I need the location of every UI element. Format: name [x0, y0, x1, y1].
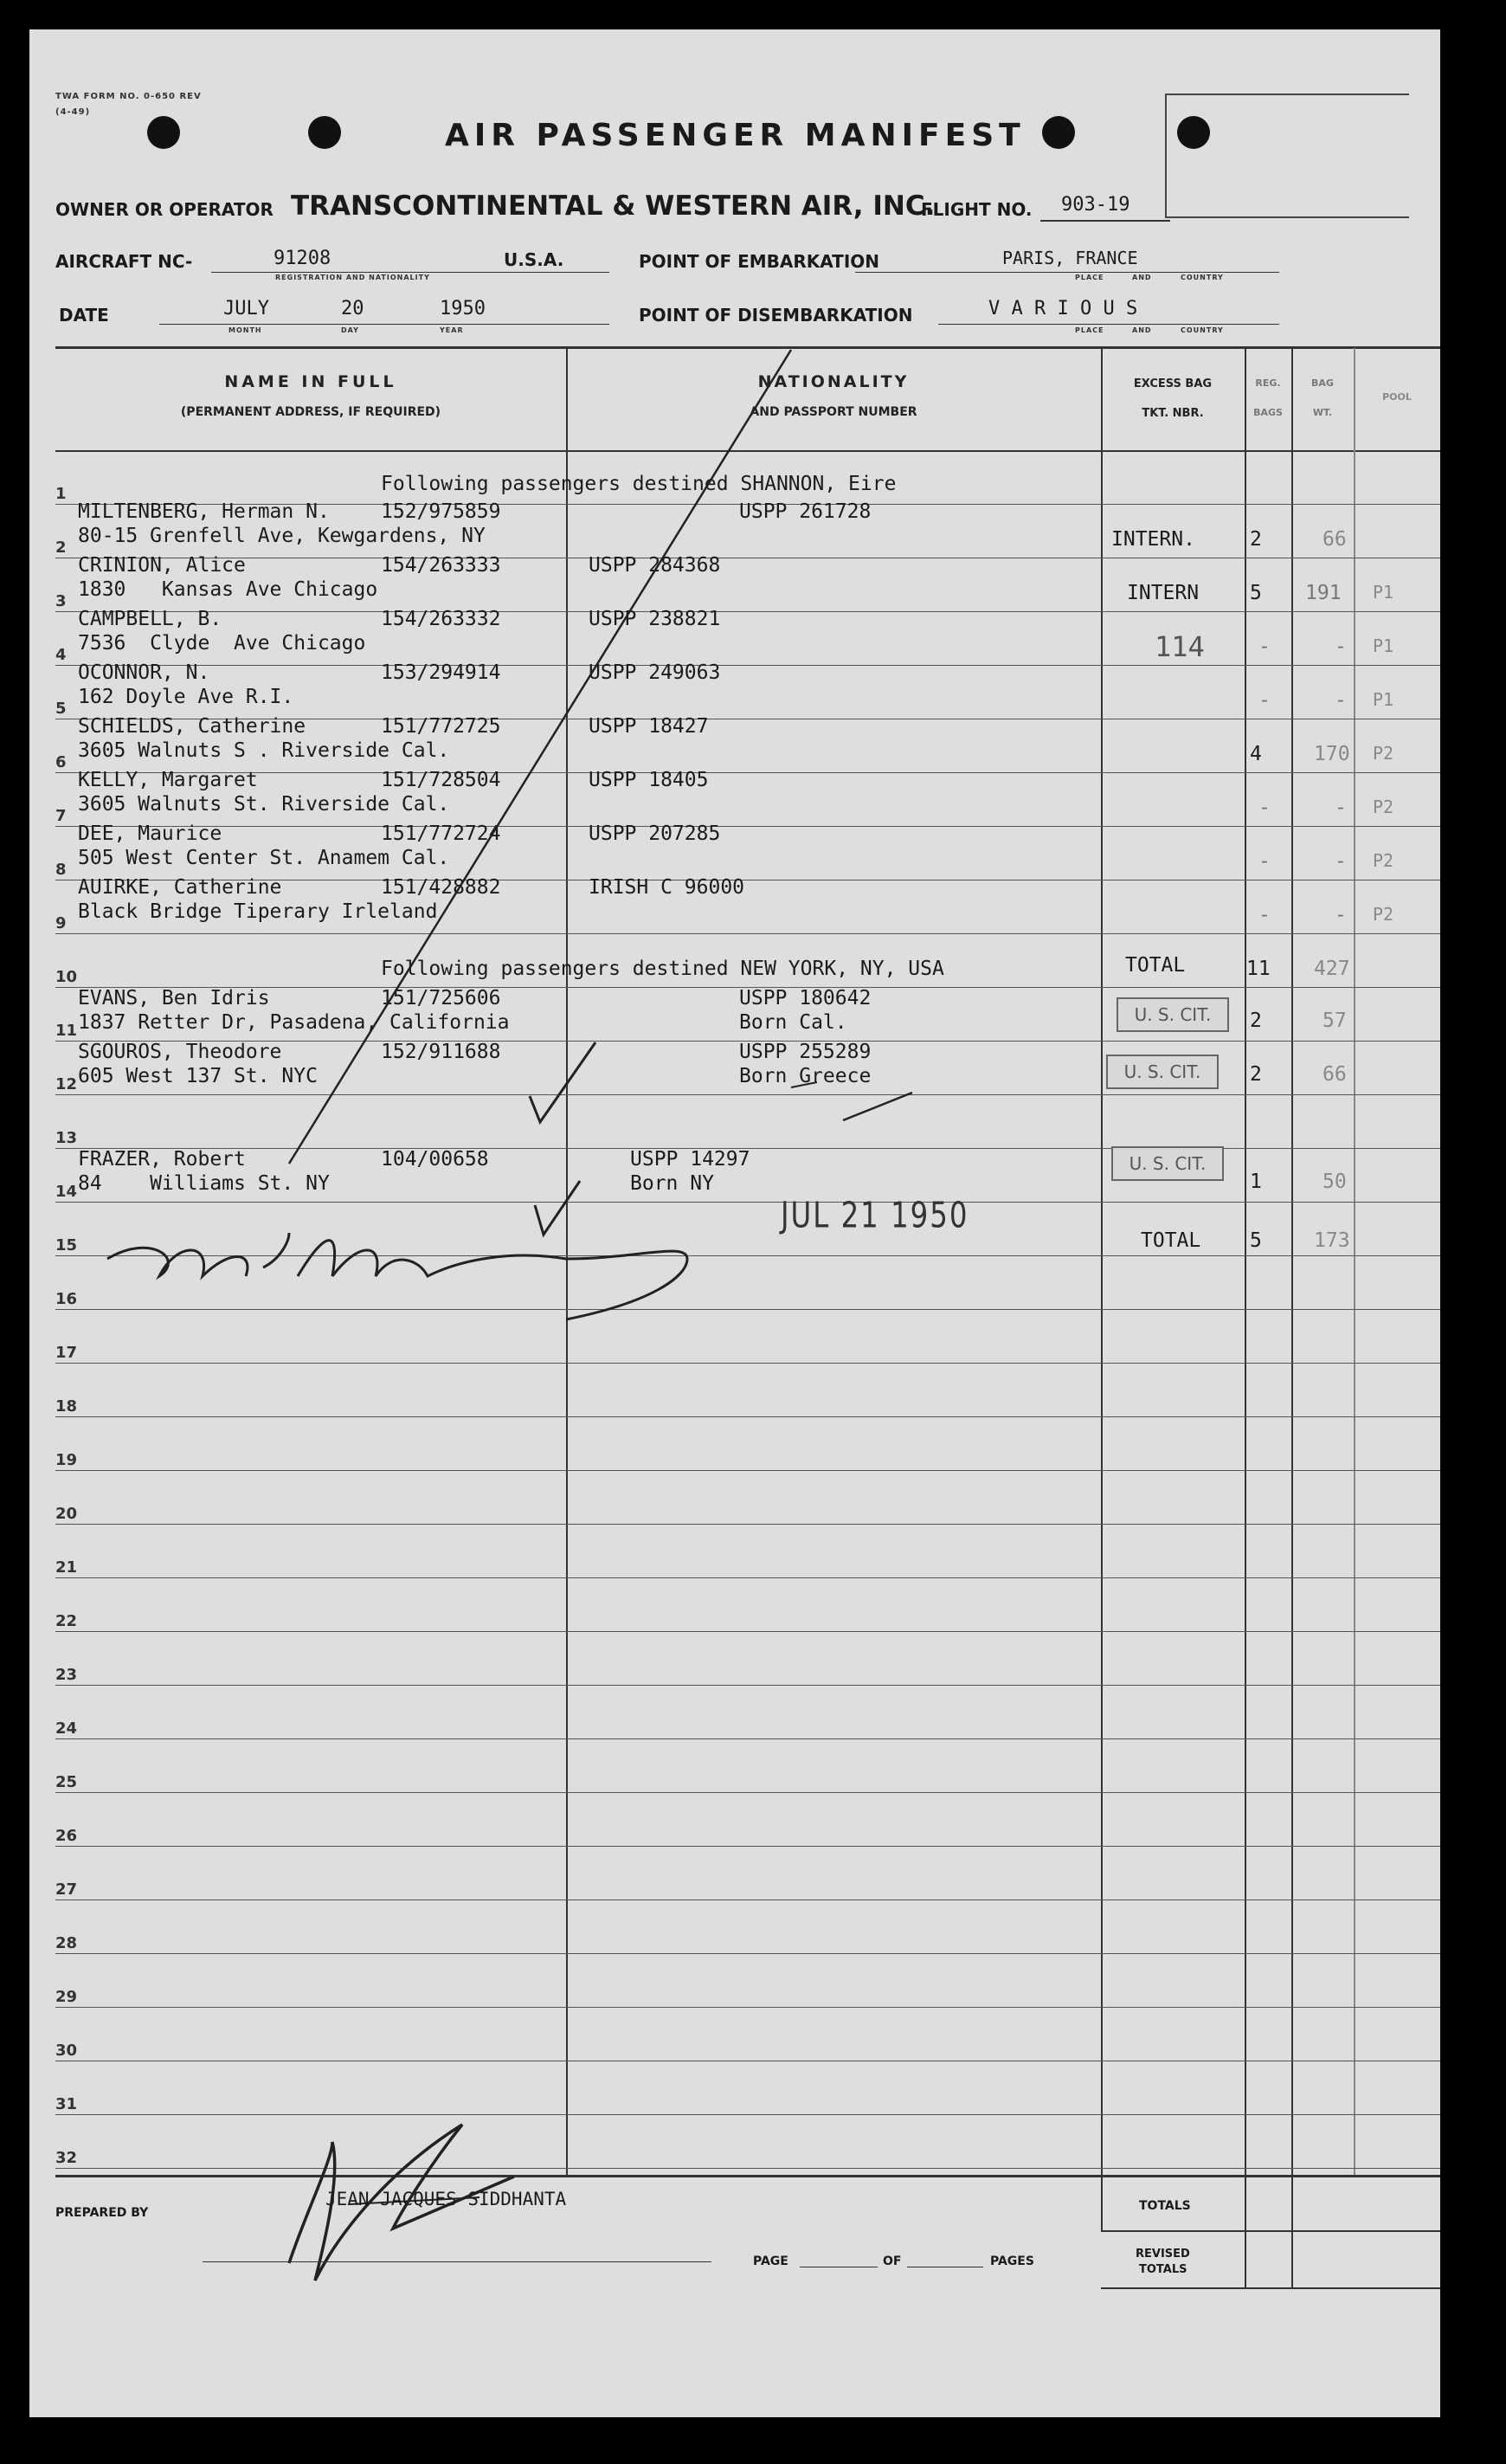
form-number: TWA FORM NO. 0-650 REV [55, 92, 202, 101]
row-number: 32 [55, 2149, 78, 2167]
row-number: 10 [55, 968, 78, 986]
p3-reg: 5 [1250, 582, 1262, 604]
aircraft-label: AIRCRAFT NC- [55, 251, 193, 272]
disembarkation-sub-country: COUNTRY [1181, 326, 1224, 334]
row-number: 19 [55, 1451, 78, 1469]
disembarkation-label: POINT OF DISEMBARKATION [639, 305, 913, 326]
total1-reg: 11 [1246, 958, 1271, 980]
p3-name: CRINION, Alice [78, 554, 246, 577]
p4-pool: P1 [1373, 635, 1394, 656]
header-reg: REG. [1255, 377, 1281, 389]
row-number: 29 [55, 1988, 78, 2006]
p3-pool: P1 [1373, 582, 1394, 603]
p7-name: KELLY, Margaret [78, 769, 258, 791]
owner-value: TRANSCONTINENTAL & WESTERN AIR, INC. [291, 190, 936, 222]
p9-passport: IRISH C 96000 [589, 876, 745, 899]
row-number: 14 [55, 1183, 78, 1201]
p11-ticket: 151/725606 [381, 987, 501, 1009]
p6-pool: P2 [1373, 743, 1394, 764]
form-date: (4-49) [55, 107, 91, 117]
row-number: 1 [55, 485, 67, 503]
p2-name: MILTENBERG, Herman N. [78, 500, 330, 523]
p14-ticket: 104/00658 [381, 1148, 489, 1171]
p2-ticket: 152/975859 [381, 500, 501, 523]
newyork-note: Following passengers destined NEW YORK, NY, USA [381, 958, 944, 980]
p4-ticket: 154/263332 [381, 608, 501, 630]
p6-reg: 4 [1250, 743, 1262, 765]
diagonal-cancel-line [289, 350, 791, 1164]
p8-name: DEE, Maurice [78, 822, 222, 845]
p11-born: Born Cal. [739, 1011, 847, 1034]
p9-name: AUIRKE, Catherine [78, 876, 282, 899]
prepared-by-value: JEAN JACQUES SIDDHANTA [325, 2189, 567, 2209]
prepared-by-underline [203, 2261, 711, 2262]
date-received-stamp: JUL 21 1950 [781, 1195, 969, 1237]
p14-wt: 50 [1323, 1171, 1347, 1193]
row-number: 4 [55, 646, 67, 664]
row-number: 2 [55, 539, 67, 557]
totals-bottom [1101, 2287, 1440, 2289]
p2-address: 80-15 Grenfell Ave, Kewgardens, NY [78, 525, 486, 547]
row-number: 8 [55, 861, 67, 879]
p12-reg: 2 [1250, 1063, 1262, 1086]
p3-ticket: 154/263333 [381, 554, 501, 577]
p6-address: 3605 Walnuts S . Riverside Cal. [78, 739, 450, 762]
p3-bag: INTERN [1127, 582, 1200, 604]
date-sub-year: YEAR [440, 326, 464, 334]
p11-name: EVANS, Ben Idris [78, 987, 270, 1009]
p2-reg: 2 [1250, 528, 1262, 551]
owner-label: OWNER OR OPERATOR [55, 199, 274, 220]
total2-wt: 173 [1314, 1229, 1350, 1252]
row-number: 3 [55, 592, 67, 610]
row-number: 5 [55, 700, 67, 718]
p3-address: 1830 Kansas Ave Chicago [78, 578, 378, 601]
disembarkation-sub-and: AND [1132, 326, 1152, 334]
header-wt-sub: WT. [1312, 407, 1333, 418]
header-nationality: NATIONALITY [757, 372, 910, 391]
p11-citizen-stamp: U. S. CIT. [1117, 997, 1229, 1032]
p12-wt: 66 [1323, 1063, 1347, 1086]
manifest-page [29, 29, 1440, 2417]
p5-pool: P1 [1373, 689, 1394, 710]
pages-label: PAGES [990, 2254, 1034, 2268]
p5-address: 162 Doyle Ave R.I. [78, 686, 294, 708]
p7-reg: - [1258, 797, 1271, 819]
p14-passport: USPP 14297 [630, 1148, 750, 1171]
aircraft-sublabel: REGISTRATION AND NATIONALITY [275, 274, 430, 281]
p12-passport: USPP 255289 [739, 1041, 872, 1063]
row-number: 20 [55, 1505, 78, 1523]
p9-wt: - [1335, 904, 1347, 926]
p8-reg: - [1258, 850, 1271, 873]
total2-label: TOTAL [1141, 1229, 1201, 1252]
p7-passport: USPP 18405 [589, 769, 709, 791]
p8-pool: P2 [1373, 850, 1394, 871]
p5-name: OCONNOR, N. [78, 661, 210, 684]
p14-reg: 1 [1250, 1171, 1262, 1193]
total1-wt: 427 [1314, 958, 1350, 980]
header-wt: BAG [1311, 377, 1334, 389]
row-number: 15 [55, 1236, 78, 1255]
p5-wt: - [1335, 689, 1347, 712]
row-number: 17 [55, 1344, 78, 1362]
p12-citizen-stamp: U. S. CIT. [1106, 1055, 1219, 1089]
p6-wt: 170 [1314, 743, 1350, 765]
of-label: OF [883, 2254, 902, 2268]
totals-label: TOTALS [1139, 2199, 1191, 2213]
p6-ticket: 151/772725 [381, 715, 501, 738]
p7-address: 3605 Walnuts St. Riverside Cal. [78, 793, 450, 816]
row-number: 28 [55, 1934, 78, 1952]
p9-pool: P2 [1373, 904, 1394, 925]
check-mark [530, 1042, 595, 1122]
header-reg-sub: BAGS [1253, 407, 1283, 418]
p12-name: SGOUROS, Theodore [78, 1041, 282, 1063]
total2-reg: 5 [1250, 1229, 1262, 1252]
p6-name: SCHIELDS, Catherine [78, 715, 306, 738]
p9-address: Black Bridge Tiperary Irleland [78, 900, 438, 923]
p11-address: 1837 Retter Dr, Pasadena, California [78, 1011, 510, 1034]
p11-reg: 2 [1250, 1009, 1262, 1032]
p6-passport: USPP 18427 [589, 715, 709, 738]
p9-reg: - [1258, 904, 1271, 926]
embarkation-sub-country: COUNTRY [1181, 274, 1224, 281]
p5-reg: - [1258, 689, 1271, 712]
aircraft-registration: 91208 [274, 248, 331, 269]
embarkation-label: POINT OF EMBARKATION [639, 251, 880, 272]
p4-wt: - [1335, 635, 1347, 658]
row-number: 31 [55, 2095, 78, 2113]
row-number: 12 [55, 1075, 78, 1093]
totals-divider [1101, 2230, 1440, 2232]
p14-citizen-stamp: U. S. CIT. [1111, 1146, 1224, 1181]
p8-wt: - [1335, 850, 1347, 873]
row-number: 24 [55, 1719, 78, 1738]
p8-address: 505 West Center St. Anamem Cal. [78, 847, 450, 869]
row-number: 30 [55, 2042, 78, 2060]
header-nationality-sub: AND PASSPORT NUMBER [750, 405, 917, 419]
p12-address: 605 West 137 St. NYC [78, 1065, 318, 1087]
date-label: DATE [59, 305, 109, 326]
p12-born: Born Greece [739, 1065, 872, 1087]
row-number: 6 [55, 753, 67, 771]
p4-address: 7536 Clyde Ave Chicago [78, 632, 366, 655]
date-sub-month: MONTH [228, 326, 262, 334]
p12-ticket: 152/911688 [381, 1041, 501, 1063]
embarkation-sub-and: AND [1132, 274, 1152, 281]
disembarkation-value: V A R I O U S [988, 298, 1138, 319]
row-number: 9 [55, 914, 67, 932]
p7-wt: - [1335, 797, 1347, 819]
p5-ticket: 153/294914 [381, 661, 501, 684]
header-pool: POOL [1382, 391, 1412, 403]
revised-label: REVISED [1136, 2248, 1190, 2261]
check-mark [535, 1181, 580, 1235]
embarkation-sub-place: PLACE [1075, 274, 1104, 281]
embarkation-value: PARIS, FRANCE [1002, 248, 1138, 268]
handwriting-strokes [29, 29, 1440, 2417]
p7-ticket: 151/728504 [381, 769, 501, 791]
pen-stroke [843, 1093, 912, 1120]
p11-passport: USPP 180642 [739, 987, 872, 1009]
row-number: 22 [55, 1612, 78, 1630]
row-number: 18 [55, 1397, 78, 1416]
pen-stroke [791, 1082, 817, 1087]
header-excess-bag: EXCESS BAG [1133, 377, 1213, 390]
p2-wt: 66 [1323, 528, 1347, 551]
row-number: 27 [55, 1880, 78, 1899]
p2-passport: USPP 261728 [739, 500, 872, 523]
prepared-by-label: PREPARED BY [55, 2206, 149, 2220]
disembarkation-sub-place: PLACE [1075, 326, 1104, 334]
total1-label: TOTAL [1125, 954, 1186, 977]
page-label: PAGE [753, 2254, 788, 2268]
p5-passport: USPP 249063 [589, 661, 721, 684]
header-excess-bag-sub: TKT. NBR. [1142, 407, 1204, 420]
p8-passport: USPP 207285 [589, 822, 721, 845]
p3-passport: USPP 284368 [589, 554, 721, 577]
p3-wt: 191 [1305, 582, 1342, 604]
p11-wt: 57 [1323, 1009, 1347, 1032]
row-number: 7 [55, 807, 67, 825]
row-number: 16 [55, 1290, 78, 1308]
p14-name: FRAZER, Robert [78, 1148, 246, 1171]
row-number: 26 [55, 1827, 78, 1845]
shannon-note: Following passengers destined SHANNON, Eire [381, 473, 897, 495]
p8-ticket: 151/772724 [381, 822, 501, 845]
flight-label: FLIGHT NO. [921, 199, 1033, 220]
row-number: 11 [55, 1022, 78, 1040]
p4-reg: - [1258, 635, 1271, 658]
page-title: AIR PASSENGER MANIFEST [445, 118, 1026, 153]
p4-passport: USPP 238821 [589, 608, 721, 630]
p7-pool: P2 [1373, 797, 1394, 817]
p2-bag: INTERN. [1111, 528, 1195, 551]
p14-born: Born NY [630, 1172, 714, 1195]
header-name-sub: (PERMANENT ADDRESS, IF REQUIRED) [180, 405, 441, 419]
row-number: 21 [55, 1558, 78, 1577]
date-sub-day: DAY [341, 326, 359, 334]
revised-totals-label: TOTALS [1139, 2263, 1187, 2276]
date-month: JULY [223, 298, 269, 319]
p9-ticket: 151/428882 [381, 876, 501, 899]
flight-number: 903-19 [1061, 194, 1130, 216]
row-number: 13 [55, 1129, 78, 1147]
date-year: 1950 [440, 298, 486, 319]
initials-signature [107, 1233, 687, 1319]
p14-address: 84 Williams St. NY [78, 1172, 330, 1195]
date-day: 20 [341, 298, 364, 319]
aircraft-nationality: U.S.A. [504, 249, 564, 270]
header-name: NAME IN FULL [224, 372, 397, 391]
row-number: 23 [55, 1666, 78, 1684]
p4-bag: 114 [1155, 630, 1205, 663]
p4-name: CAMPBELL, B. [78, 608, 222, 630]
row-number: 25 [55, 1773, 78, 1791]
